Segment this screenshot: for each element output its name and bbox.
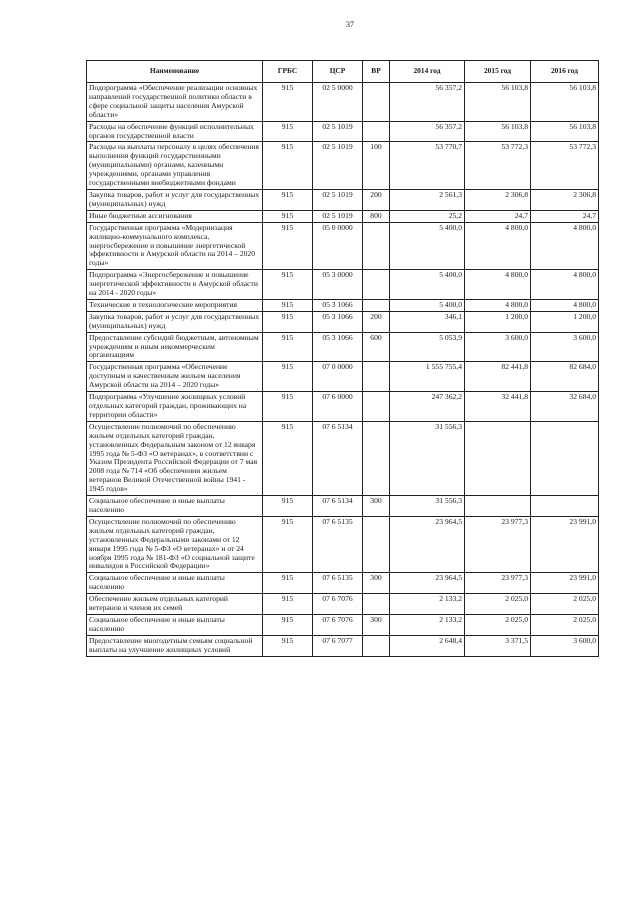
row-amount-2016: 32 684,0 bbox=[531, 392, 599, 422]
row-vr bbox=[363, 362, 390, 392]
row-vr: 200 bbox=[363, 189, 390, 210]
table-row bbox=[87, 189, 599, 210]
row-vr bbox=[363, 421, 390, 495]
row-csr: 07 6 5135 bbox=[313, 573, 363, 594]
row-amount-2016: 2 025,0 bbox=[531, 594, 599, 615]
row-grbs: 915 bbox=[263, 421, 313, 495]
row-csr: 02 5 0000 bbox=[313, 83, 363, 122]
row-amount-2016: 3 600,0 bbox=[531, 635, 599, 656]
row-amount-2014: 23 964,5 bbox=[390, 516, 465, 572]
row-amount-2016: 24,7 bbox=[531, 210, 599, 222]
row-name: Государственная программа «Обеспечение доступным и качественным жильем населения Амурской области на 2014 – 2020 годы» bbox=[87, 362, 263, 392]
row-amount-2015: 3 371,5 bbox=[465, 635, 531, 656]
row-csr: 05 3 1066 bbox=[313, 332, 363, 362]
row-name: Государственная программа «Модернизация жилищно-коммунального комплекса, энергосбережение и повышение энергетической эффективности в Амурской области на 2014 – 2020 годы» bbox=[87, 222, 263, 270]
row-amount-2014: 5 400,0 bbox=[390, 270, 465, 300]
row-grbs: 915 bbox=[263, 594, 313, 615]
table-row bbox=[87, 614, 599, 635]
table-body bbox=[87, 83, 599, 657]
table-header-row bbox=[87, 61, 599, 83]
header-2016: 2016 год bbox=[531, 61, 599, 83]
row-name: Социальное обеспечение и иные выплаты населению bbox=[87, 496, 263, 517]
row-name: Предоставление многодетным семьям социальной выплаты на улучшение жилищных условий bbox=[87, 635, 263, 656]
table-row bbox=[87, 332, 599, 362]
row-csr: 07 6 5134 bbox=[313, 421, 363, 495]
header-vr: ВР bbox=[363, 61, 390, 83]
row-grbs: 915 bbox=[263, 311, 313, 332]
row-csr: 07 6 0000 bbox=[313, 392, 363, 422]
table-row bbox=[87, 222, 599, 270]
budget-table bbox=[86, 60, 599, 657]
row-grbs: 915 bbox=[263, 573, 313, 594]
table-row bbox=[87, 142, 599, 190]
row-amount-2015 bbox=[465, 421, 531, 495]
row-vr bbox=[363, 594, 390, 615]
row-name: Расходы на обеспечение функций исполнительных органов государственной власти bbox=[87, 121, 263, 142]
row-name: Иные бюджетные ассигнования bbox=[87, 210, 263, 222]
row-amount-2015: 53 772,3 bbox=[465, 142, 531, 190]
table-row bbox=[87, 362, 599, 392]
row-grbs: 915 bbox=[263, 222, 313, 270]
row-name: Подпрограмма «Улучшение жилищных условий отдельных категорий граждан, проживающих на территории области» bbox=[87, 392, 263, 422]
table-row bbox=[87, 594, 599, 615]
row-vr bbox=[363, 121, 390, 142]
row-grbs: 915 bbox=[263, 83, 313, 122]
row-amount-2015: 1 200,0 bbox=[465, 311, 531, 332]
row-csr: 02 5 1019 bbox=[313, 121, 363, 142]
row-vr bbox=[363, 516, 390, 572]
row-amount-2016: 4 800,0 bbox=[531, 299, 599, 311]
row-name: Закупка товаров, работ и услуг для государственных (муниципальных) нужд bbox=[87, 189, 263, 210]
row-vr: 300 bbox=[363, 573, 390, 594]
row-amount-2016: 23 991,0 bbox=[531, 516, 599, 572]
row-csr: 02 5 1019 bbox=[313, 189, 363, 210]
row-name: Закупка товаров, работ и услуг для государственных (муниципальных) нужд bbox=[87, 311, 263, 332]
row-csr: 07 6 7077 bbox=[313, 635, 363, 656]
row-vr: 600 bbox=[363, 332, 390, 362]
row-amount-2015: 2 306,8 bbox=[465, 189, 531, 210]
row-grbs: 915 bbox=[263, 635, 313, 656]
row-csr: 07 6 7076 bbox=[313, 594, 363, 615]
row-csr: 07 6 5135 bbox=[313, 516, 363, 572]
row-csr: 05 3 1066 bbox=[313, 299, 363, 311]
row-amount-2016 bbox=[531, 496, 599, 517]
row-amount-2014: 31 556,3 bbox=[390, 496, 465, 517]
table-row bbox=[87, 121, 599, 142]
row-amount-2014: 53 770,7 bbox=[390, 142, 465, 190]
row-amount-2016: 1 200,0 bbox=[531, 311, 599, 332]
header-2015: 2015 год bbox=[465, 61, 531, 83]
row-vr bbox=[363, 222, 390, 270]
row-amount-2014: 5 400,0 bbox=[390, 222, 465, 270]
row-grbs: 915 bbox=[263, 210, 313, 222]
row-amount-2015: 2 025,0 bbox=[465, 614, 531, 635]
row-amount-2014: 1 555 755,4 bbox=[390, 362, 465, 392]
row-amount-2016: 23 991,0 bbox=[531, 573, 599, 594]
row-grbs: 915 bbox=[263, 189, 313, 210]
row-vr bbox=[363, 83, 390, 122]
table-row bbox=[87, 392, 599, 422]
row-grbs: 915 bbox=[263, 362, 313, 392]
row-amount-2016: 4 800,0 bbox=[531, 222, 599, 270]
table-row bbox=[87, 299, 599, 311]
row-amount-2014: 25,2 bbox=[390, 210, 465, 222]
row-vr bbox=[363, 270, 390, 300]
header-name: Наименование bbox=[87, 61, 263, 83]
row-vr bbox=[363, 299, 390, 311]
table-row bbox=[87, 421, 599, 495]
page-number: 37 bbox=[346, 20, 354, 29]
row-amount-2015: 24,7 bbox=[465, 210, 531, 222]
row-amount-2015: 56 103,8 bbox=[465, 121, 531, 142]
row-amount-2014: 2 648,4 bbox=[390, 635, 465, 656]
row-amount-2014: 5 400,0 bbox=[390, 299, 465, 311]
row-grbs: 915 bbox=[263, 496, 313, 517]
row-amount-2016 bbox=[531, 421, 599, 495]
row-amount-2015: 4 800,0 bbox=[465, 299, 531, 311]
row-name: Социальное обеспечение и иные выплаты населению bbox=[87, 614, 263, 635]
row-csr: 05 3 1066 bbox=[313, 311, 363, 332]
table-row bbox=[87, 516, 599, 572]
table-row bbox=[87, 210, 599, 222]
table-row bbox=[87, 496, 599, 517]
row-amount-2016: 53 772,3 bbox=[531, 142, 599, 190]
table-row bbox=[87, 311, 599, 332]
header-csr: ЦСР bbox=[313, 61, 363, 83]
row-amount-2015: 23 977,3 bbox=[465, 573, 531, 594]
row-amount-2015: 4 800,0 bbox=[465, 222, 531, 270]
table-row bbox=[87, 573, 599, 594]
row-name: Социальное обеспечение и иные выплаты населению bbox=[87, 573, 263, 594]
row-name: Осуществление полномочий по обеспечению жильем отдельных категорий граждан, установленных Федеральными законами от 12 января 1995 года № 5-ФЗ «О ветеранах» и от 24 ноября 1995 года № 181-ФЗ «О социальной защите инвалидов в Российской Федерации» bbox=[87, 516, 263, 572]
row-name: Подпрограмма «Обеспечение реализации основных направлений государственной политики области в сфере социальной защиты населения Амурской области» bbox=[87, 83, 263, 122]
row-vr: 300 bbox=[363, 496, 390, 517]
row-grbs: 915 bbox=[263, 142, 313, 190]
row-amount-2014: 31 556,3 bbox=[390, 421, 465, 495]
row-vr bbox=[363, 392, 390, 422]
row-vr: 200 bbox=[363, 311, 390, 332]
row-grbs: 915 bbox=[263, 392, 313, 422]
row-amount-2016: 56 103,8 bbox=[531, 83, 599, 122]
row-csr: 02 5 1019 bbox=[313, 142, 363, 190]
table-row bbox=[87, 270, 599, 300]
row-grbs: 915 bbox=[263, 614, 313, 635]
row-csr: 05 3 0000 bbox=[313, 270, 363, 300]
row-grbs: 915 bbox=[263, 270, 313, 300]
row-grbs: 915 bbox=[263, 332, 313, 362]
row-vr: 300 bbox=[363, 614, 390, 635]
row-amount-2016: 82 684,0 bbox=[531, 362, 599, 392]
row-amount-2015: 56 103,8 bbox=[465, 83, 531, 122]
row-amount-2014: 23 964,5 bbox=[390, 573, 465, 594]
row-amount-2015: 23 977,3 bbox=[465, 516, 531, 572]
table-row bbox=[87, 83, 599, 122]
table-row bbox=[87, 635, 599, 656]
row-amount-2014: 346,1 bbox=[390, 311, 465, 332]
row-csr: 07 6 5134 bbox=[313, 496, 363, 517]
row-amount-2015: 3 600,0 bbox=[465, 332, 531, 362]
row-name: Предоставление субсидий бюджетным, автономным учреждениям и иным некоммерческим организациям bbox=[87, 332, 263, 362]
row-csr: 02 5 1019 bbox=[313, 210, 363, 222]
row-grbs: 915 bbox=[263, 516, 313, 572]
row-amount-2016: 3 600,0 bbox=[531, 332, 599, 362]
row-name: Подпрограмма «Энергосбережение и повышение энергетической эффективности в Амурской области на 2014 - 2020 годы» bbox=[87, 270, 263, 300]
row-amount-2016: 4 800,0 bbox=[531, 270, 599, 300]
row-name: Осуществление полномочий по обеспечению жильем отдельных категорий граждан, установленных Федеральным законом от 12 января 1995 года № 5-ФЗ «О ветеранах», в соответствии с Указом Президента Российской Федерации от 7 мая 2008 года № 714 «Об обеспечении жильем ветеранов Великой Отечественной войны 1941 - 1945 годов» bbox=[87, 421, 263, 495]
row-amount-2015: 32 441,8 bbox=[465, 392, 531, 422]
row-amount-2015: 82 441,8 bbox=[465, 362, 531, 392]
row-csr: 07 0 0000 bbox=[313, 362, 363, 392]
row-amount-2014: 247 362,2 bbox=[390, 392, 465, 422]
row-amount-2016: 56 103,8 bbox=[531, 121, 599, 142]
row-vr: 100 bbox=[363, 142, 390, 190]
row-amount-2014: 2 133,2 bbox=[390, 614, 465, 635]
row-grbs: 915 bbox=[263, 121, 313, 142]
row-amount-2014: 2 561,3 bbox=[390, 189, 465, 210]
row-vr: 800 bbox=[363, 210, 390, 222]
row-amount-2016: 2 306,8 bbox=[531, 189, 599, 210]
row-amount-2015 bbox=[465, 496, 531, 517]
row-name: Расходы на выплаты персоналу в целях обеспечения выполнения функций государственными (муниципальными) органами, казенными учреждениями, органами управления государственными внебюджетными фондами bbox=[87, 142, 263, 190]
row-csr: 07 6 7076 bbox=[313, 614, 363, 635]
row-amount-2015: 4 800,0 bbox=[465, 270, 531, 300]
row-amount-2014: 5 053,9 bbox=[390, 332, 465, 362]
header-grbs: ГРБС bbox=[263, 61, 313, 83]
row-amount-2015: 2 025,0 bbox=[465, 594, 531, 615]
row-amount-2014: 56 357,2 bbox=[390, 121, 465, 142]
row-amount-2014: 2 133,2 bbox=[390, 594, 465, 615]
row-name: Обеспечение жильем отдельных категорий ветеранов и членов их семей bbox=[87, 594, 263, 615]
row-amount-2014: 56 357,2 bbox=[390, 83, 465, 122]
row-csr: 05 0 0000 bbox=[313, 222, 363, 270]
row-grbs: 915 bbox=[263, 299, 313, 311]
row-name: Технические и технологические мероприятия bbox=[87, 299, 263, 311]
row-amount-2016: 2 025,0 bbox=[531, 614, 599, 635]
header-2014: 2014 год bbox=[390, 61, 465, 83]
row-vr bbox=[363, 635, 390, 656]
